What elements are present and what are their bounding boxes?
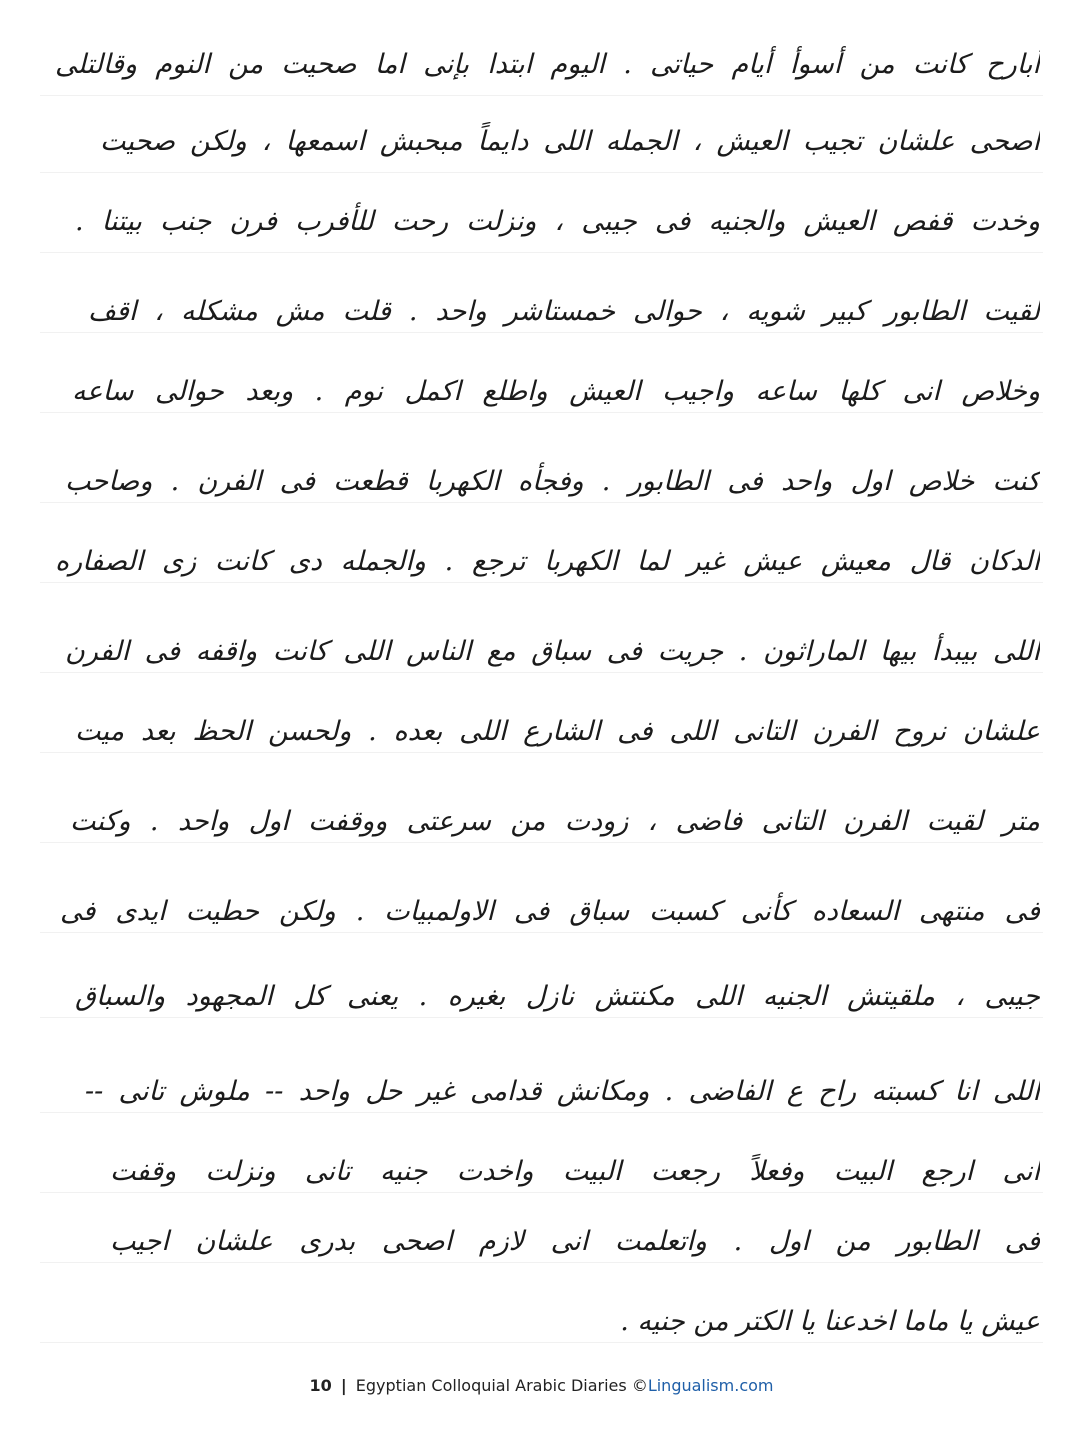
diary-text-line: علشان نروح الفرن التانى اللى فى الشارع اللى بعده . ولحسن الحظ بعد ميت (75, 716, 1040, 747)
ruled-line (40, 842, 1043, 843)
ruled-line (40, 1342, 1043, 1343)
diary-text-line: اللى بيبدأ بيها الماراثون . جريت فى سباق مع الناس اللى كانت واقفه فى الفرن (65, 636, 1040, 667)
ruled-line (40, 332, 1043, 333)
diary-text-line: وخلاص انى كلها ساعه واجيب العيش واطلع اكمل نوم . وبعد حوالى ساعه (72, 376, 1040, 407)
footer-title: Egyptian Colloquial Arabic Diaries © (355, 1376, 648, 1395)
diary-text-line: انى ارجع البيت وفعلاً رجعت البيت واخدت جنيه تانى ونزلت وقفت (110, 1156, 1040, 1187)
ruled-line (40, 752, 1043, 753)
ruled-line (40, 252, 1043, 253)
ruled-line (40, 1017, 1043, 1018)
ruled-line (40, 1262, 1043, 1263)
page-number: 10 (309, 1376, 332, 1395)
diary-text-line: عيش يا ماما اخدعنا يا الكتر من جنيه . (620, 1306, 1040, 1337)
diary-text-line: جيبى ، ملقيتش الجنيه اللى مكنتش نازل بغيره . يعنى كل المجهود والسباق (75, 981, 1040, 1012)
diary-text-line: فى الطابور من اول . واتعلمت انى لازم اصحى بدرى علشان اجيب (110, 1226, 1040, 1257)
ruled-line (40, 172, 1043, 173)
footer-brand-link[interactable]: Lingualism (647, 1376, 735, 1395)
ruled-line (40, 1112, 1043, 1113)
ruled-line (40, 582, 1043, 583)
page-footer (0, 1376, 1083, 1395)
diary-text-line: فى منتهى السعاده كأنى كسبت سباق فى الاولمبيات . ولكن حطيت ايدى فى (60, 896, 1040, 927)
diary-text-line: متر لقيت الفرن التانى فاضى ، زودت من سرعتى ووقفت اول واحد . وكنت (70, 806, 1040, 837)
diary-text-line: الدكان قال معيش عيش غير لما الكهربا ترجع . والجمله دى كانت زى الصفاره (55, 546, 1040, 577)
ruled-line (40, 95, 1043, 96)
ruled-line (40, 502, 1043, 503)
footer-brand-domain[interactable]: .com (734, 1376, 774, 1395)
ruled-line (40, 412, 1043, 413)
ruled-line (40, 672, 1043, 673)
ruled-line (40, 1192, 1043, 1193)
diary-text-line: لقيت الطابور كبير شويه ، حوالى خمستاشر واحد . قلت مش مشكله ، اقف (88, 296, 1040, 327)
diary-text-line: اصحى علشان تجيب العيش ، الجمله اللى دايماً مبحبش اسمعها ، ولكن صحيت (100, 126, 1040, 157)
diary-text-line: وخدت قفص العيش والجنيه فى جيبى ، ونزلت رحت للأفرب فرن جنب بيتنا . (75, 206, 1040, 237)
footer-separator: | (340, 1376, 347, 1395)
diary-text-line: كنت خلاص اول واحد فى الطابور . وفجأه الكهربا قطعت فى الفرن . وصاحب (65, 466, 1040, 497)
diary-text-line: أبارح كانت من أسوأ أيام حياتى . اليوم ابتدا بإنى اما صحيت من النوم وقالتلى (55, 49, 1040, 80)
ruled-line (40, 932, 1043, 933)
diary-text-line: اللى انا كسبته راح ع الفاضى . ومكانش قدامى غير حل واحد -- ملوش تانى -- (85, 1076, 1040, 1107)
